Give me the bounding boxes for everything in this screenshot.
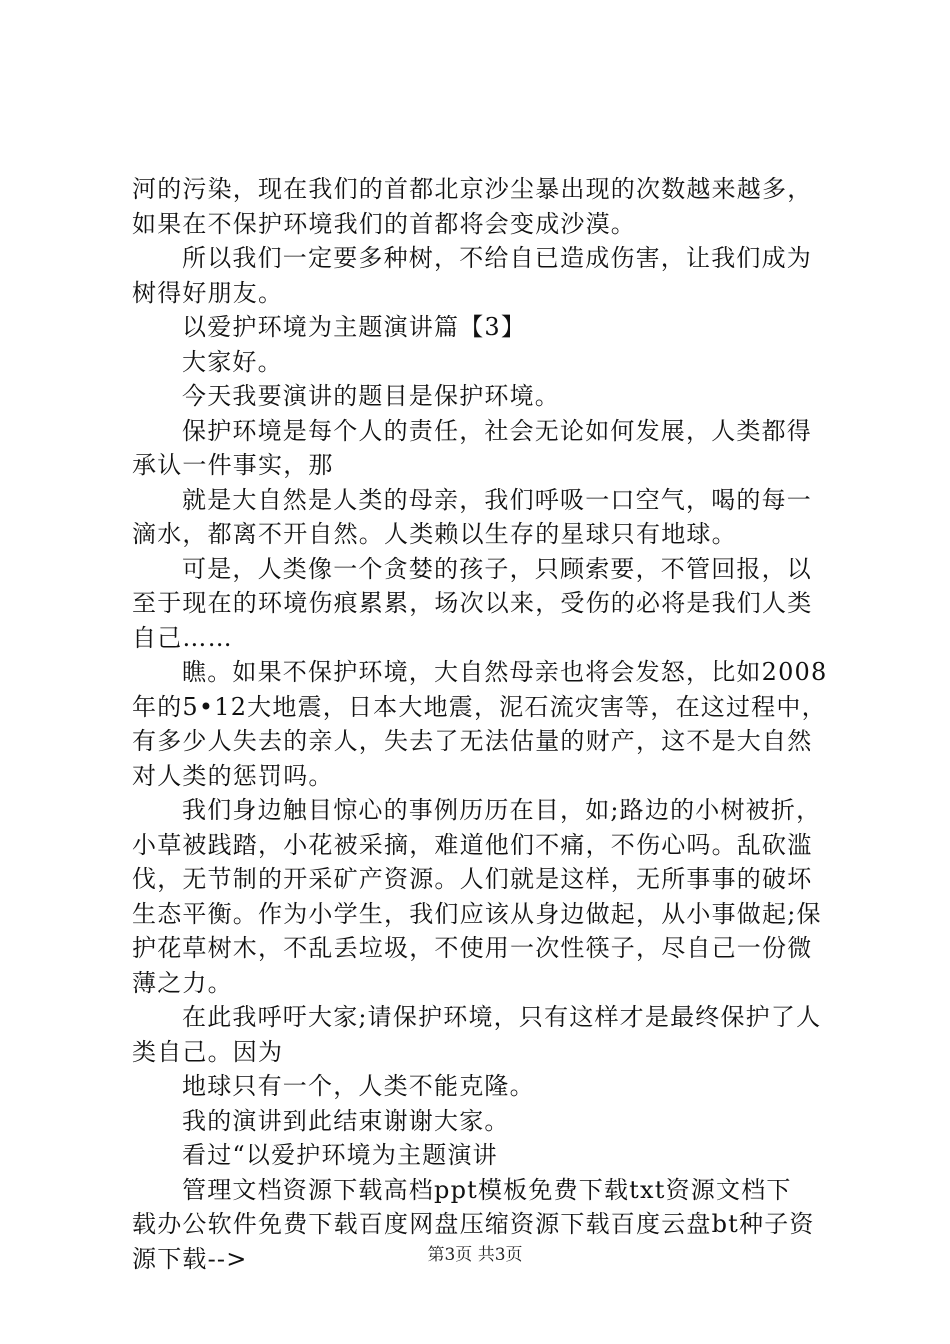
text-line: 保护环境是每个人的责任，社会无论如何发展，人类都得	[182, 416, 812, 445]
text-line: 载办公软件免费下载百度网盘压缩资源下载百度云盘bt种子资	[132, 1210, 815, 1238]
text-line: 可是，人类像一个贪婪的孩子，只顾索要，不管回报，以	[182, 554, 812, 583]
text-line: 河的污染，现在我们的首都北京沙尘暴出现的次数越来越多，	[132, 175, 813, 203]
document-body	[132, 172, 832, 1276]
text-line: 自己……	[132, 623, 233, 652]
text-line: 承认一件事实，那	[132, 451, 334, 479]
text-line: 如果在不保护环境我们的首都将会变成沙漠。	[132, 209, 636, 238]
text-line: 源下载-->	[132, 1244, 248, 1273]
text-line: 地球只有一个，人类不能克隆。	[182, 1072, 535, 1100]
text-line: 就是大自然是人类的母亲，我们呼吸一口空气，喝的每一	[182, 485, 812, 514]
text-line: 看过“以爱护环境为主题演讲	[182, 1141, 498, 1169]
text-line: 护花草树木，不乱丢垃圾，不使用一次性筷子，尽自己一份微	[132, 934, 813, 962]
text-line: 至于现在的环境伤痕累累，场次以来，受伤的必将是我们人类	[132, 589, 813, 617]
text-line: 有多少人失去的亲人，失去了无法估量的财产，这不是大自然	[132, 727, 813, 755]
text-line: 树得好朋友。	[132, 278, 284, 307]
text-line: 我的演讲到此结束谢谢大家。	[182, 1106, 510, 1135]
text-line: 以爱护环境为主题演讲篇【3】	[182, 313, 527, 341]
text-line: 薄之力。	[132, 968, 233, 997]
text-line: 滴水，都离不开自然。人类赖以生存的星球只有地球。	[132, 520, 737, 548]
text-line: 生态平衡。作为小学生，我们应该从身边做起，从小事做起;保	[132, 899, 822, 928]
text-line: 管理文档资源下载高档ppt模板免费下载txt资源文档下	[182, 1175, 792, 1204]
page-footer: 第3页 共3页	[427, 1245, 523, 1265]
text-line: 小草被践踏，小花被采摘，难道他们不痛，不伤心吗。乱砍滥	[132, 830, 813, 859]
text-line: 类自己。因为	[132, 1037, 284, 1066]
text-line: 我们身边触目惊心的事例历历在目，如;路边的小树被折，	[182, 796, 822, 824]
text-line: 今天我要演讲的题目是保护环境。	[182, 382, 560, 410]
text-line: 对人类的惩罚吗。	[132, 761, 334, 790]
text-line: 年的5•12大地震，日本大地震，泥石流灾害等，在这过程中，	[132, 692, 827, 721]
text-line: 所以我们一定要多种树，不给自已造成伤害，让我们成为	[182, 244, 812, 272]
text-line: 在此我呼吁大家;请保护环境，只有这样才是最终保护了人	[182, 1003, 822, 1031]
text-line: 伐，无节制的开采矿产资源。人们就是这样，无所事事的破坏	[132, 865, 813, 893]
text-line: 大家好。	[182, 347, 283, 376]
text-line: 瞧。如果不保护环境，大自然母亲也将会发怒，比如2008	[182, 658, 828, 686]
